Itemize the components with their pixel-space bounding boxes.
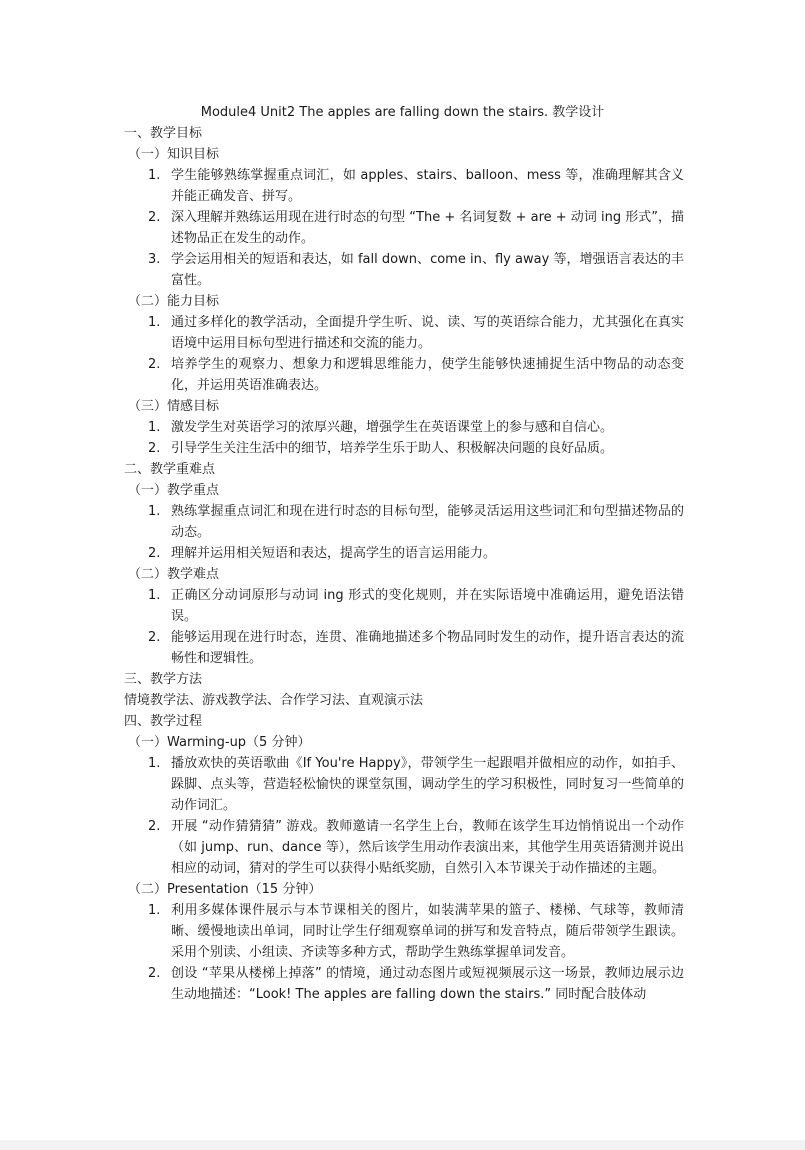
- list-number: 1.: [148, 504, 161, 519]
- list-item: [0, 501, 684, 543]
- list-number: 1.: [148, 420, 161, 435]
- list-item: [0, 816, 684, 879]
- list-item-text: 培养学生的观察力、想象力和逻辑思维能力，使学生能够快速捕捉生活中物品的动态变化，并运用英语准确表达。: [171, 357, 684, 393]
- subheading-warming-up: （一）Warming-up（5 分钟）: [128, 735, 311, 750]
- list-item: [0, 900, 684, 963]
- teaching-methods-text: 情境教学法、游戏教学法、合作学习法、直观演示法: [124, 693, 424, 708]
- list-item-text: 能够运用现在进行时态，连贯、准确地描述多个物品同时发生的动作，提升语言表达的流畅性和逻辑性。: [171, 630, 684, 666]
- list-number: 2.: [148, 819, 161, 834]
- heading-teaching-methods: 三、教学方法: [124, 672, 203, 687]
- list-item: [0, 207, 684, 249]
- list-item-text: 利用多媒体课件展示与本节课相关的图片，如装满苹果的篮子、楼梯、气球等，教师清晰、缓慢地读出单词，同时让学生仔细观察单词的拼写和发音特点，随后带领学生跟读。采用个别读、小组读、齐读等多种方式，帮助学生熟练掌握单词发音。: [171, 903, 684, 960]
- list-number: 2.: [148, 546, 161, 561]
- list-number: 2.: [148, 630, 161, 645]
- list-item-text: 引导学生关注生活中的细节，培养学生乐于助人、积极解决问题的良好品质。: [171, 441, 614, 456]
- heading-teaching-objectives: 一、教学目标: [124, 126, 203, 141]
- subheading-presentation: （二）Presentation（15 分钟）: [128, 882, 322, 897]
- list-item-text: 创设 “苹果从楼梯上掉落” 的情境，通过动态图片或短视频展示这一场景，教师边展示边生动地描述：“Look! The apples are falling down the stairs.” 同时配合肢体动: [171, 966, 684, 1002]
- list-item-text: 通过多样化的教学活动，全面提升学生听、说、读、写的英语综合能力，尤其强化在真实语境中运用目标句型进行描述和交流的能力。: [171, 315, 684, 351]
- list-item-text: 学生能够熟练掌握重点词汇，如 apples、stairs、balloon、mess 等，准确理解其含义并能正确发音、拼写。: [171, 168, 684, 204]
- list-item-text: 开展 “动作猜猜猜” 游戏。教师邀请一名学生上台，教师在该学生耳边悄悄说出一个动作（如 jump、run、dance 等），然后该学生用动作表演出来，其他学生用英语猜测并说出相应的动词，猜对的学生可以获得小贴纸奖励，自然引入本节课关于动作描述的主题。: [171, 819, 684, 876]
- list-item: [0, 627, 684, 669]
- subheading-knowledge-objectives: （一）知识目标: [128, 147, 220, 162]
- list-number: 3.: [148, 252, 161, 267]
- list-number: 2.: [148, 210, 161, 225]
- list-item: [0, 585, 684, 627]
- subheading-emotional-objectives: （三）情感目标: [128, 399, 220, 414]
- list-item: [0, 963, 684, 1005]
- list-item: [0, 438, 684, 459]
- list-item-text: 正确区分动词原形与动词 ing 形式的变化规则，并在实际语境中准确运用，避免语法错误。: [171, 588, 684, 624]
- list-item: [0, 417, 684, 438]
- list-item: [0, 354, 684, 396]
- list-item: [0, 543, 684, 564]
- subheading-key-points: （一）教学重点: [128, 483, 220, 498]
- list-item-text: 熟练掌握重点词汇和现在进行时态的目标句型，能够灵活运用这些词汇和句型描述物品的动态。: [171, 504, 684, 540]
- list-number: 1.: [148, 903, 161, 918]
- list-item-text: 播放欢快的英语歌曲《If You're Happy》，带领学生一起跟唱并做相应的动作，如拍手、跺脚、点头等，营造轻松愉快的课堂氛围，调动学生的学习积极性，同时复习一些简单的动作词汇。: [171, 756, 684, 813]
- list-item-text: 理解并运用相关短语和表达，提高学生的语言运用能力。: [171, 546, 497, 561]
- document-title: Module4 Unit2 The apples are falling down the stairs. 教学设计: [200, 105, 605, 120]
- list-item: [0, 312, 684, 354]
- list-item: [0, 249, 684, 291]
- heading-teaching-process: 四、教学过程: [124, 714, 203, 729]
- list-item: [0, 165, 684, 207]
- heading-key-difficult-points: 二、教学重难点: [124, 462, 216, 477]
- list-number: 2.: [148, 966, 161, 981]
- document-body: [0, 102, 805, 1005]
- list-number: 2.: [148, 357, 161, 372]
- list-item-text: 学会运用相关的短语和表达，如 fall down、come in、fly away 等，增强语言表达的丰富性。: [171, 252, 684, 288]
- list-item-text: 激发学生对英语学习的浓厚兴趣，增强学生在英语课堂上的参与感和自信心。: [171, 420, 614, 435]
- list-item: [0, 753, 684, 816]
- list-number: 1.: [148, 315, 161, 330]
- list-number: 1.: [148, 168, 161, 183]
- subheading-ability-objectives: （二）能力目标: [128, 294, 220, 309]
- list-item-text: 深入理解并熟练运用现在进行时态的句型 “The + 名词复数 + are + 动词 ing 形式”，描述物品正在发生的动作。: [171, 210, 684, 246]
- subheading-difficult-points: （二）教学难点: [128, 567, 220, 582]
- list-number: 2.: [148, 441, 161, 456]
- list-number: 1.: [148, 588, 161, 603]
- list-number: 1.: [148, 756, 161, 771]
